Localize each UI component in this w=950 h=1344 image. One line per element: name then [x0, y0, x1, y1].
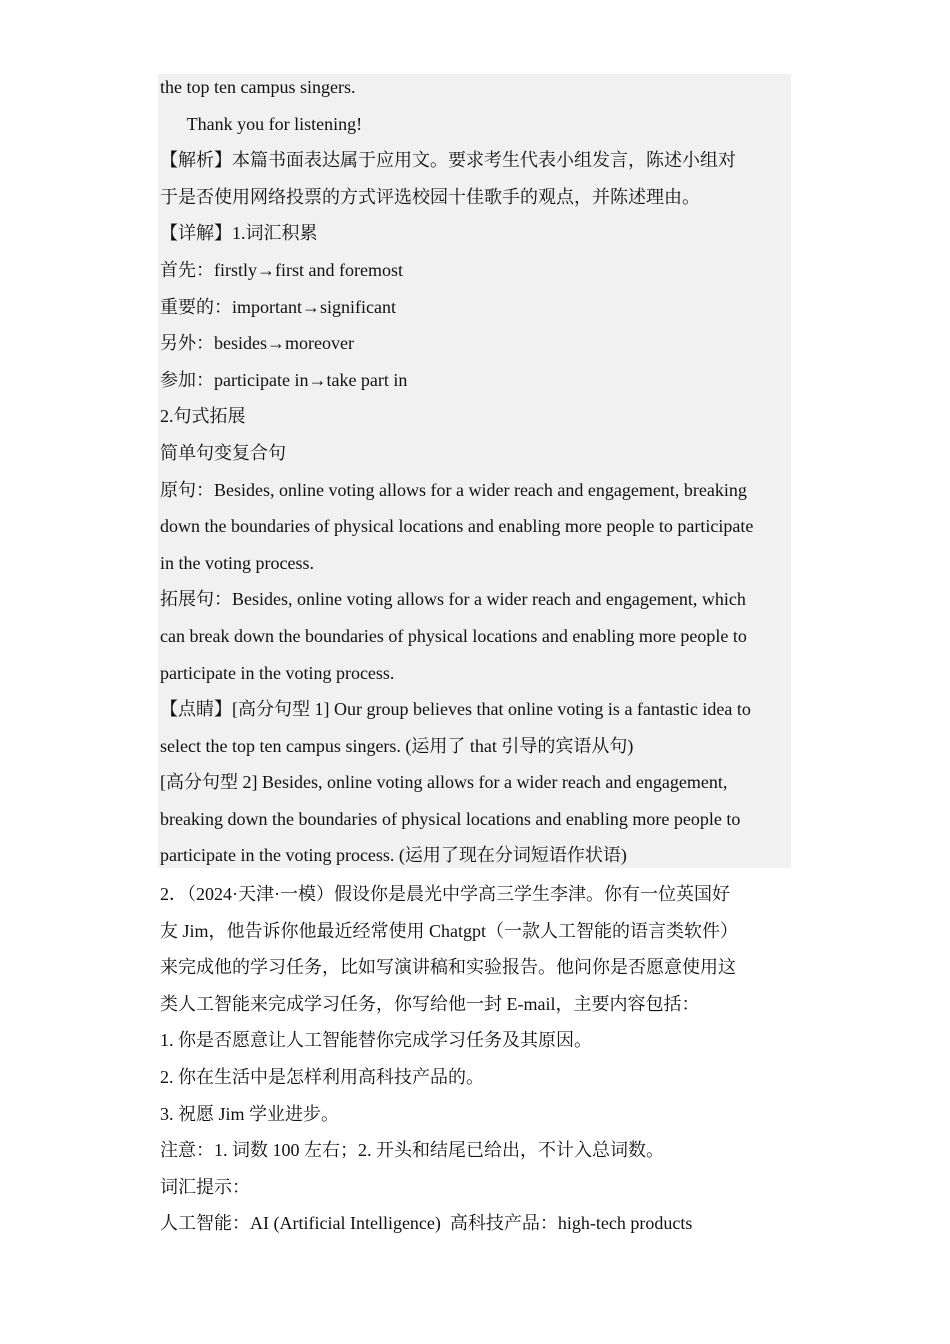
text-line: participate in the voting process. [160, 662, 395, 683]
text-line: 【解析】本篇书面表达属于应用文。要求考生代表小组发言，陈述小组对 [160, 150, 736, 171]
text-line: 1. 你是否愿意让人工智能替你完成学习任务及其原因。 [160, 1030, 592, 1051]
text-line: 另外：besides→moreover [160, 333, 354, 354]
text-line: Thank you for listening! [160, 113, 363, 134]
text-line: 原句：Besides, online voting allows for a wider reach and engagement, breaking [160, 479, 747, 500]
text-line: 参加：participate in→take part in [160, 369, 408, 390]
text-line: down the boundaries of physical locations and enabling more people to participate [160, 516, 754, 537]
text-line: 词汇提示： [160, 1176, 250, 1197]
text-line: 于是否使用网络投票的方式评选校园十佳歌手的观点，并陈述理由。 [160, 186, 700, 207]
text-line: 来完成他的学习任务，比如写演讲稿和实验报告。他问你是否愿意使用这 [160, 957, 736, 978]
text-line: breaking down the boundaries of physical locations and enabling more people to [160, 808, 741, 829]
text-line: select the top ten campus singers. (运用了 that 引导的宾语从句) [160, 735, 634, 756]
text-line: 拓展句：Besides, online voting allows for a wider reach and engagement, which [160, 589, 746, 610]
text-line: 注意：1. 词数 100 左右；2. 开头和结尾已给出，不计入总词数。 [160, 1140, 664, 1161]
text-line: 重要的：important→significant [160, 296, 396, 317]
text-line: 类人工智能来完成学习任务，你写给他一封 E-mail，主要内容包括： [160, 993, 700, 1014]
text-line: 2.句式拓展 [160, 406, 246, 427]
text-line: 简单句变复合句 [160, 442, 286, 463]
writing-question-section [160, 876, 800, 1242]
text-line: in the voting process. [160, 552, 314, 573]
answer-analysis-section [160, 69, 800, 874]
text-line: 3. 祝愿 Jim 学业进步。 [160, 1103, 340, 1124]
text-line: 友 Jim，他告诉你他最近经常使用 Chatgpt（一款人工智能的语言类软件） [160, 920, 739, 941]
text-line: 【详解】1.词汇积累 [160, 223, 318, 244]
text-line: 人工智能：AI (Artificial Intelligence) 高科技产品：high-tech products [160, 1213, 693, 1234]
text-line: 2. 你在生活中是怎样利用高科技产品的。 [160, 1066, 484, 1087]
text-line: the top ten campus singers. [160, 77, 356, 97]
text-line: 【点睛】[高分句型 1] Our group believes that online voting is a fantastic idea to [160, 699, 751, 720]
text-line: [高分句型 2] Besides, online voting allows for a wider reach and engagement, [160, 772, 728, 793]
text-line: can break down the boundaries of physical locations and enabling more people to [160, 625, 747, 646]
text-line: participate in the voting process. (运用了现在分词短语作状语) [160, 845, 627, 866]
text-line: 首先：firstly→first and foremost [160, 259, 403, 280]
text-line: 2．（2024·天津·一模）假设你是晨光中学高三学生李津。你有一位英国好 [160, 884, 730, 904]
